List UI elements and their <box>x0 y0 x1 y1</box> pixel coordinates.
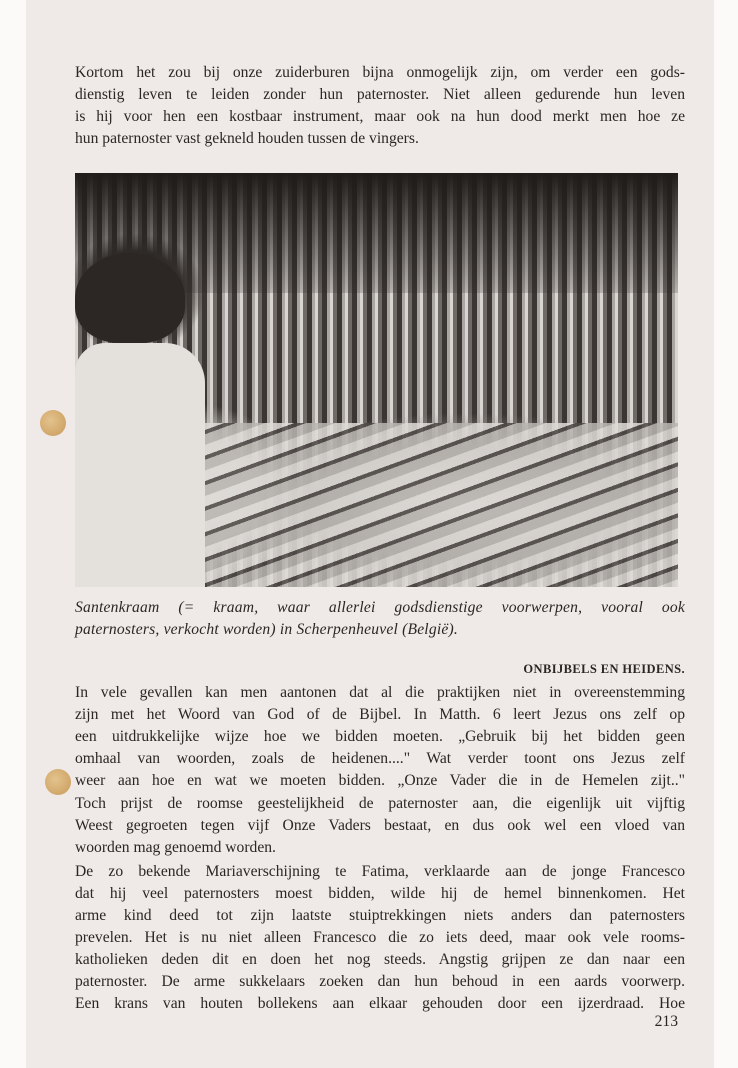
text-line: een uitdrukkelijke wijze hoe we bidden moeten. „Gebruik bij het bidden geen <box>75 728 685 745</box>
caption-line: Santenkraam (= kraam, waar allerlei godsdienstige voorwerpen, vooral ook <box>75 599 685 616</box>
photo-person-body <box>75 343 205 587</box>
text-line: paternoster. De arme sukkelaars zoeken dan hun behoud in een aards voorwerp. <box>75 973 685 990</box>
caption-line: paternosters, verkocht worden) in Scherpenheuvel (België). <box>75 621 458 638</box>
text-line: woorden mag genoemd worden. <box>75 839 276 856</box>
section-heading: ONBIJBELS EN HEIDENS. <box>523 662 685 676</box>
text-line: is hij voor hen een kostbaar instrument, maar ook na hun dood merkt men hoe ze <box>75 108 685 125</box>
market-stall-photo <box>75 173 678 587</box>
text-line: Kortom het zou bij onze zuiderburen bijna onmogelijk zijn, om verder een gods- <box>75 64 685 81</box>
text-line: Een krans van houten bollekens aan elkaar gehouden door een ijzerdraad. Hoe <box>75 995 685 1012</box>
text-line: dat hij veel paternosters moest bidden, wilde hij de hemel binnenkomen. Het <box>75 885 685 902</box>
page-number: 213 <box>654 1013 678 1030</box>
text-line: prevelen. Het is nu niet alleen Francesco die zo iets deed, maar ook vele rooms- <box>75 929 685 946</box>
text-line: weer aan hoe en wat we moeten bidden. „Onze Vader die in de Hemelen zijt.." <box>75 772 685 789</box>
text-line: omhaal van woorden, zoals de heidenen...." Wat verder toont ons Jezus zelf <box>75 750 685 767</box>
text-line: De zo bekende Mariaverschijning te Fatima, verklaarde aan de jonge Francesco <box>75 863 685 880</box>
text-line: In vele gevallen kan men aantonen dat al die praktijken niet in overeenstemming <box>75 684 685 701</box>
text-line: zijn met het Woord van God of de Bijbel. In Matth. 6 leert Jezus ons zelf op <box>75 706 685 723</box>
photo-counter-goods <box>195 423 678 587</box>
binder-hole <box>45 769 71 795</box>
text-line: dienstig leven te leiden zonder hun paternoster. Niet alleen gedurende hun leven <box>75 86 685 103</box>
text-line: hun paternoster vast gekneld houden tussen de vingers. <box>75 130 419 147</box>
text-line: katholieken deden dit en doen het nog steeds. Angstig grijpen ze dan naar een <box>75 951 685 968</box>
binder-hole <box>40 410 66 436</box>
photo-person-head <box>75 253 185 343</box>
text-line: Weest gegroeten tegen vijf Onze Vaders bestaat, en dus ook wel een vloed van <box>75 817 685 834</box>
text-line: arme kind deed tot zijn laatste stuiptrekkingen niets anders dan paternosters <box>75 907 685 924</box>
text-line: Toch prijst de roomse geestelijkheid de paternoster aan, die eigenlijk uit vijftig <box>75 795 685 812</box>
